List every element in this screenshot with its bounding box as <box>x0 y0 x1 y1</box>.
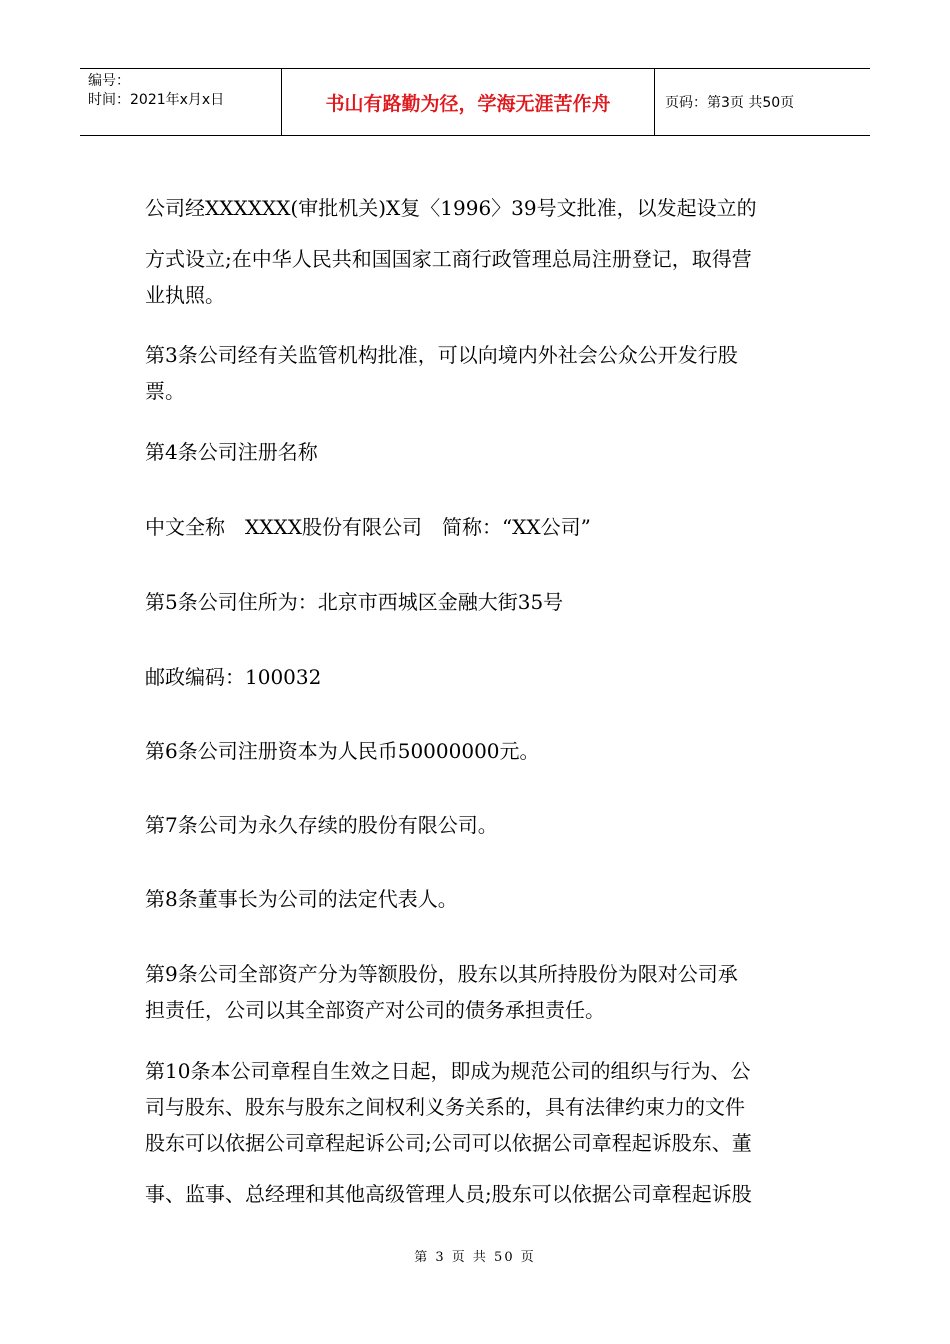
paragraph <box>145 807 815 843</box>
text-line: 事、监事、总经理和其他高级管理人员;股东可以依据公司章程起诉股 <box>145 1182 752 1206</box>
page-footer: 第 3 页 共 50 页 <box>414 1250 536 1265</box>
paragraph <box>145 1176 815 1212</box>
document-body <box>145 190 815 1212</box>
document-number-label: 编号： <box>88 73 130 89</box>
text-line: 业执照。 <box>145 283 225 307</box>
text-line: 第9条公司全部资产分为等额股份，股东以其所持股份为限对公司承 <box>145 962 738 986</box>
paragraph <box>145 509 815 545</box>
text-line: 票。 <box>145 379 185 403</box>
text-line: 第4条公司注册名称 <box>145 440 318 464</box>
paragraph <box>145 190 815 226</box>
text-line: 第5条公司住所为：北京市西城区金融大街35号 <box>145 590 564 614</box>
text-line: 第7条公司为永久存续的股份有限公司。 <box>145 813 498 837</box>
paragraph <box>145 956 815 1028</box>
paragraph <box>145 241 815 313</box>
text-line: 第6条公司注册资本为人民币50000000元。 <box>145 739 540 763</box>
text-line: 方式设立;在中华人民共和国国家工商行政管理总局注册登记，取得营 <box>145 247 752 271</box>
paragraph <box>145 881 815 917</box>
text-line: 司与股东、股东与股东之间权利义务关系的，具有法律约束力的文件 <box>145 1095 745 1119</box>
text-line: 第8条董事长为公司的法定代表人。 <box>145 887 458 911</box>
paragraph <box>145 733 815 769</box>
paragraph <box>145 1053 815 1161</box>
text-line: 第3条公司经有关监管机构批准，可以向境内外社会公众公开发行股 <box>145 343 738 367</box>
document-time-label: 时间：2021年x月x日 <box>88 92 225 108</box>
header-motto: 书山有路勤为径，学海无涯苦作舟 <box>282 69 655 135</box>
text-line: 第10条本公司章程自生效之日起，即成为规范公司的组织与行为、公 <box>145 1059 751 1083</box>
text-line: 中文全称 XXXX股份有限公司 简称：“XX公司” <box>145 515 591 539</box>
paragraph <box>145 584 815 620</box>
text-line: 担责任，公司以其全部资产对公司的债务承担责任。 <box>145 998 605 1022</box>
page-header <box>80 68 870 136</box>
text-line: 公司经XXXXXX(审批机关)X复〈1996〉39号文批准，以发起设立的 <box>145 196 757 220</box>
paragraph <box>145 434 815 470</box>
text-line: 股东可以依据公司章程起诉公司;公司可以依据公司章程起诉股东、董 <box>145 1131 752 1155</box>
header-page-info: 页码：第3页 共50页 <box>665 95 795 111</box>
header-meta <box>80 69 282 135</box>
paragraph <box>145 659 815 695</box>
text-line: 邮政编码：100032 <box>145 665 322 689</box>
paragraph <box>145 337 815 409</box>
